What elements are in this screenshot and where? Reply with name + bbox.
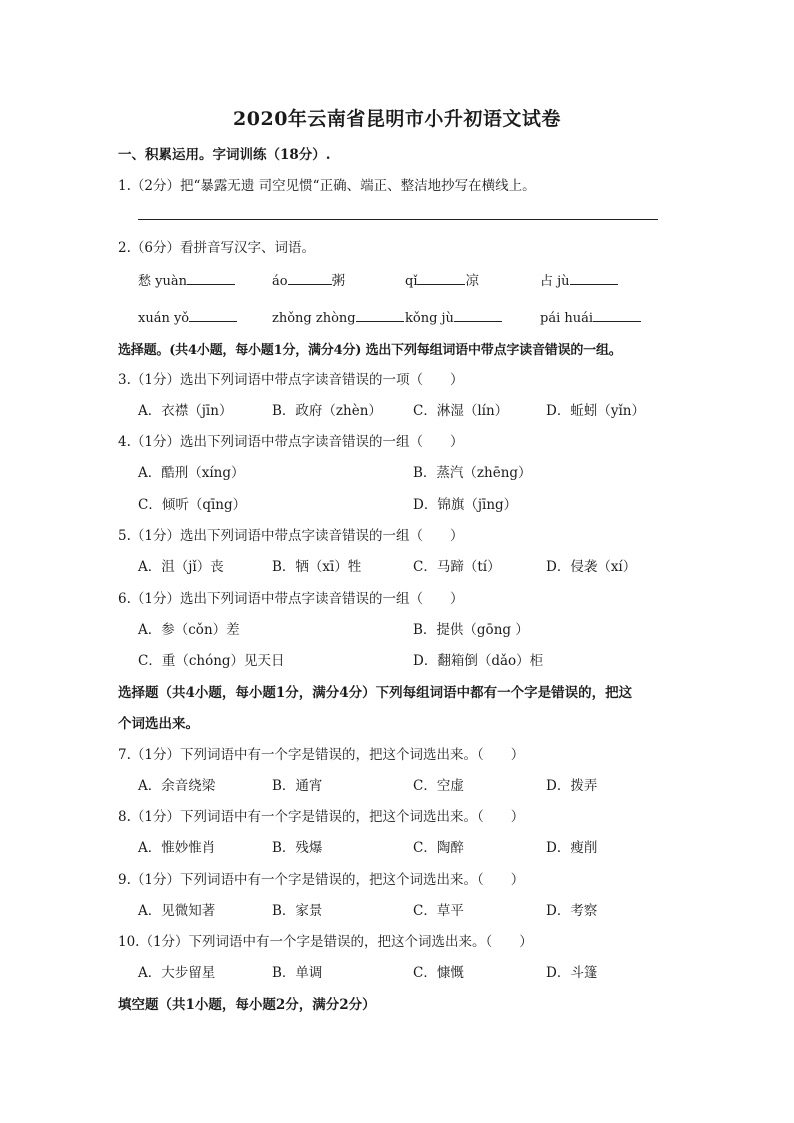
option-c[interactable]: C．陶醉	[413, 840, 464, 856]
option-b[interactable]: B．牺（xī）牲	[272, 559, 362, 575]
answer-blank[interactable]	[356, 307, 404, 322]
option-d[interactable]: D．拨弄	[546, 778, 598, 794]
answer-blank[interactable]	[187, 270, 235, 285]
pinyin-item	[272, 307, 404, 329]
option-a[interactable]: A．余音绕梁	[138, 778, 216, 794]
pinyin-item	[405, 307, 502, 329]
option-b[interactable]: B．家景	[272, 903, 323, 919]
options-q5	[0, 557, 794, 577]
options-q3	[0, 401, 794, 421]
option-d[interactable]: D．翻箱倒（dǎo）柜	[413, 653, 544, 669]
option-a[interactable]: A．沮（jǐ）丧	[138, 559, 224, 575]
section-heading-fill-in: 填空题（共1小题，每小题2分，满分2分）	[118, 997, 376, 1013]
option-d[interactable]: D．考察	[546, 903, 598, 919]
answer-blank[interactable]	[288, 270, 332, 285]
question-1: 1.（2分）把“暴露无遗 司空见惯“正确、端正、整洁地抄写在横线上。	[118, 178, 536, 194]
question-7: 7.（1分）下列词语中有一个字是错误的，把这个词选出来。（ ）	[118, 747, 525, 763]
pinyin-item	[540, 270, 618, 292]
options-q6-row2	[0, 651, 794, 671]
option-b[interactable]: B．政府（zhèn）	[272, 403, 382, 419]
option-b[interactable]: B．单调	[272, 965, 323, 981]
answer-blank[interactable]	[454, 307, 502, 322]
pinyin-item	[138, 270, 235, 292]
option-d[interactable]: D．锦旗（jīng）	[413, 497, 518, 513]
question-3: 3.（1分）选出下列词语中带点字读音错误的一项（ ）	[118, 372, 464, 388]
page-title: 2020年云南省昆明市小升初语文试卷	[233, 108, 561, 130]
option-c[interactable]: C．淋湿（lín）	[413, 403, 509, 419]
option-d[interactable]: D．侵袭（xí）	[546, 559, 637, 575]
answer-blank[interactable]	[570, 270, 618, 285]
pinyin-item	[405, 270, 479, 292]
question-6: 6.（1分）选出下列词语中带点字读音错误的一组（ ）	[118, 591, 464, 607]
option-a[interactable]: A．衣襟（jīn）	[138, 403, 233, 419]
option-a[interactable]: A．见微知著	[138, 903, 216, 919]
pinyin-text: zhǒng zhòng	[272, 311, 356, 326]
answer-blank[interactable]	[189, 307, 237, 322]
option-c[interactable]: C．重（chóng）见天日	[138, 653, 285, 669]
option-d[interactable]: D．蚯蚓（yǐn）	[546, 403, 645, 419]
pinyin-text: kǒng jù	[405, 311, 454, 326]
option-c[interactable]: C．草平	[413, 903, 464, 919]
question-8: 8.（1分）下列词语中有一个字是错误的，把这个词选出来。（ ）	[118, 809, 525, 825]
pinyin-item	[540, 307, 641, 329]
section-heading-pronunciation: 选择题。(共4小题，每小题1分，满分4分) 选出下列每组词语中带点字读音错误的一组。	[118, 343, 622, 358]
pinyin-text: 占 jù	[540, 274, 570, 289]
question-4: 4.（1分）选出下列词语中带点字读音错误的一组（ ）	[118, 434, 464, 450]
section-heading-wrong-character-cont: 个词选出来。	[118, 716, 199, 732]
option-b[interactable]: B．提供（gōng ）	[413, 622, 529, 638]
option-b[interactable]: B．蒸汽（zhēng）	[413, 465, 532, 481]
option-c[interactable]: C．慷慨	[413, 965, 464, 981]
pinyin-row-1	[0, 270, 794, 290]
question-2: 2.（6分）看拼音写汉字、词语。	[118, 240, 315, 256]
question-9: 9.（1分）下列词语中有一个字是错误的，把这个词选出来。（ ）	[118, 872, 525, 888]
option-d[interactable]: D．斗篷	[546, 965, 598, 981]
pinyin-text: qǐ	[405, 274, 418, 289]
pinyin-row-2	[0, 307, 794, 327]
option-a[interactable]: A．参（cǒn）差	[138, 622, 240, 638]
option-b[interactable]: B．通宵	[272, 778, 323, 794]
pinyin-text: áo	[272, 274, 288, 289]
question-5: 5.（1分）选出下列词语中带点字读音错误的一组（ ）	[118, 528, 464, 544]
pinyin-item	[138, 307, 237, 329]
pinyin-text: xuán yǒ	[138, 311, 190, 326]
option-c[interactable]: C．空虚	[413, 778, 464, 794]
options-q6-row1	[0, 620, 794, 640]
answer-blank[interactable]	[417, 270, 465, 285]
options-q7	[0, 776, 794, 796]
option-c[interactable]: C．马蹄（tí）	[413, 559, 501, 575]
hanzi-suffix: 凉	[465, 273, 479, 289]
options-q8	[0, 838, 794, 858]
options-q9	[0, 901, 794, 921]
options-q4-row2	[0, 495, 794, 515]
answer-line-q1[interactable]	[138, 219, 658, 220]
section-heading-wrong-character: 选择题（共4小题，每小题1分，满分4分）下列每组词语中都有一个字是错误的，把这	[118, 685, 633, 701]
option-a[interactable]: A．大步留星	[138, 965, 216, 981]
pinyin-text: 愁 yuàn	[138, 274, 187, 289]
options-q10	[0, 963, 794, 983]
options-q4-row1	[0, 463, 794, 483]
answer-blank[interactable]	[593, 307, 641, 322]
option-a[interactable]: A．惟妙惟肖	[138, 840, 216, 856]
option-d[interactable]: D．瘦削	[546, 840, 598, 856]
pinyin-item	[272, 270, 345, 292]
section-heading-vocabulary: 一、积累运用。字词训练（18分）.	[118, 147, 331, 163]
pinyin-text: pái huái	[540, 311, 594, 326]
question-10: 10.（1分）下列词语中有一个字是错误的，把这个词选出来。（ ）	[118, 934, 533, 950]
option-b[interactable]: B．残爆	[272, 840, 323, 856]
option-a[interactable]: A．酷刑（xíng）	[138, 465, 245, 481]
option-c[interactable]: C．倾听（qīng）	[138, 497, 247, 513]
hanzi-suffix: 粥	[331, 273, 346, 289]
